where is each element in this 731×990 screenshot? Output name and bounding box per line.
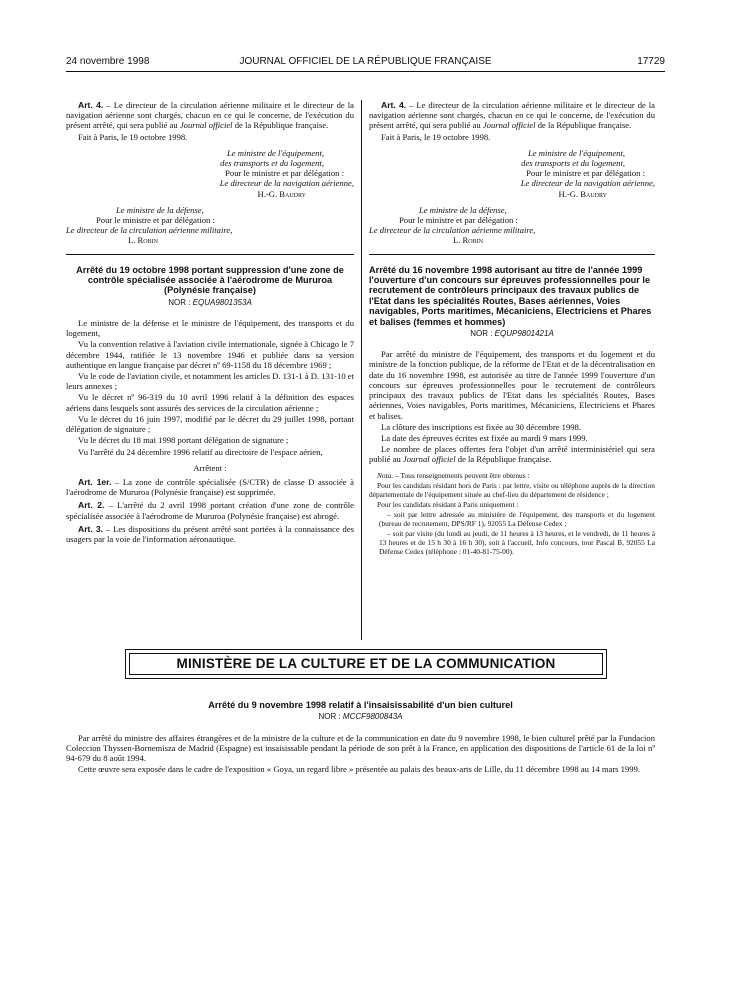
left-signature-1: Le ministre de l'équipement, des transports et du logement, Pour le ministre et par délégation : Le directeur de la navigation aérienne, H.-G. Baudry [219,147,354,199]
header-rule [66,71,665,72]
nota-line-2: Pour les candidats résidant à Paris uniquement : [377,499,519,509]
left-para-4: Vu le décret nº 96-319 du 10 avril 1996 relatif à la définition des espaces aériens dans lesquels sont assurés des services de la circulation aérienne ; [66,392,354,413]
left-article-1: Art. 1er. – La zone de contrôle spécialisée (S/CTR) de classe D associée à l'aérodrome de Mururoa (Polynésie française) est supprimée. [66,476,354,498]
right-nor: NOR : EQUP9801421A [470,329,554,339]
left-article-4: Art. 4. – Le directeur de la circulation aérienne militaire et le directeur de la navigation aérienne sont chargés, chacun en ce qui le concerne, de l'exécution du présent arrêté, qui sera publié au Journal officiel de la République française. [66,100,354,131]
right-para-1: Par arrêté du ministre de l'équipement, des transports et du logement et du ministre de la fonction publique, de la réforme de l'Etat et de la décentralisation en date du 16 novembre 1998, est autorisée au titre de l'année 1999 l'ouverture d'un concours sur épreuves professionnelles pour le recrutement de contrôleurs principaux des travaux publics de l'Etat dans les spécialités Routes, Bases aériennes, Voies navigables, Ports maritimes, Mécaniciens, Electriciens et Phares et balises. [369,349,655,421]
right-signature-2: Le ministre de la défense, Pour le ministre et par délégation : Le directeur de la circulation aérienne militaire, L. Robin [369,204,536,246]
right-signature-1: Le ministre de l'équipement, des transports et du logement, Pour le ministre et par délégation : Le directeur de la navigation aérienne, H.-G. Baudry [520,147,655,199]
left-nor: NOR : EQUA9801353A [168,297,252,307]
right-separator [369,254,655,255]
page-header [66,56,665,70]
left-para-2: Vu la convention relative à l'aviation civile internationale, signée à Chicago le 7 décembre 1944, ratifiée le 13 novembre 1946 et publiée dans sa version authentique en langue française par décret nº 69-1158 du 18 décembre 1969 ; [66,339,354,370]
header-journal-title: JOURNAL OFFICIEL DE LA RÉPUBLIQUE FRANÇAISE [239,56,492,67]
right-nota [369,471,655,556]
column-divider [361,100,362,640]
header-date: 24 novembre 1998 [66,56,150,67]
bottom-decree-title: Arrêté du 9 novembre 1998 relatif à l'insaisissabilité d'un bien culturel [208,700,513,710]
right-para-2: La clôture des inscriptions est fixée au 30 décembre 1998. [381,421,581,432]
left-article-3: Art. 3. – Les dispositions du présent arrêté sont portées à la connaissance des usagers par la voie de l'information aéronautique. [66,523,354,544]
ministry-banner [125,649,607,679]
nota-line-3: – soit par lettre adressée au ministère de l'équipement, des transports et du logement (bureau de recrutement, DPS/RF 1), 92055 La Défense Cedex ; [379,509,655,528]
right-para-4: Le nombre de places offertes fera l'objet d'un arrêté interministériel qui sera publié au Journal officiel de la République française. [369,444,655,465]
right-decree-title: Arrêté du 16 novembre 1998 autorisant au titre de l'année 1999 l'ouverture d'un concours sur épreuves professionnelles pour le recrutement de contrôleurs principaux des travaux publics de l'Etat dans les spécialités Routes, Bases aériennes, Voies navigables, Ports maritimes, Mécaniciens, Electriciens et Phares et balises (femmes et hommes) [369,264,652,327]
left-para-5: Vu le décret du 16 juin 1997, modifié par le décret du 29 juillet 1998, portant délégation de signature ; [66,413,354,435]
header-page-number: 17729 [637,56,665,67]
nota-line-1: Pour les candidats résidant hors de Paris : par lettre, visite ou téléphone auprès de la direction départementale de l'équipement située au chef-lieu du département de résidence ; [369,480,655,499]
left-separator [66,254,354,255]
left-column [66,100,354,545]
bottom-section [66,700,655,775]
ministry-title: MINISTÈRE DE LA CULTURE ET DE LA COMMUNICATION [129,653,603,675]
bottom-nor: NOR : MCCF9800843A [318,712,403,722]
left-para-1: Le ministre de la défense et le ministre de l'équipement, des transports et du logement, [66,318,354,339]
bottom-para-1: Par arrêté du ministre des affaires étrangères et de la ministre de la culture et de la communication en date du 9 novembre 1998, le bien culturel prêté par la Fundacion Coleccion Thyssen-Bornemisza de Madrid (Espagne) est insaisissable pendant la période de son prêt à la France, en application des dispositions de l'article 61 de la loi nº 94-679 du 8 août 1994. [66,732,655,764]
right-fait: Fait à Paris, le 19 octobre 1998. [381,131,491,142]
left-para-6: Vu le décret du 18 mai 1998 portant délégation de signature ; [78,435,289,446]
left-decree-title: Arrêté du 19 octobre 1998 portant suppression d'une zone de contrôle spécialisée associée à l'aérodrome de Mururoa (Polynésie française) [76,264,344,296]
nota-heading: Nota. – Tous renseignements peuvent être obtenus : [377,470,530,480]
left-signature-2: Le ministre de la défense, Pour le ministre et par délégation : Le directeur de la circulation aérienne militaire, L. Robin [66,204,233,246]
left-para-7: Vu l'arrêté du 24 décembre 1996 relatif au directoire de l'espace aérien, [78,446,323,457]
right-article-4: Art. 4. – Le directeur de la circulation aérienne militaire et le directeur de la navigation aérienne sont chargés, chacun en ce qui le concerne, de l'exécution du présent arrêté, qui sera publié au Journal officiel de la République française. [369,100,655,131]
left-article-2: Art. 2. – L'arrêté du 2 avril 1998 portant création d'une zone de contrôle spécialisée associée à l'aérodrome de Mururoa (Polynésie française) est abrogé. [66,500,354,521]
right-para-3: La date des épreuves écrites est fixée au mardi 9 mars 1999. [381,432,588,443]
left-fait: Fait à Paris, le 19 octobre 1998. [78,131,188,142]
left-para-3: Vu le code de l'aviation civile, et notamment les articles D. 131-1 à D. 131-10 et leurs annexes ; [66,371,354,392]
nota-line-4: – soit par visite (du lundi au jeudi, de 11 heures à 13 heures, et le vendredi, de 11 heures à 13 heures et de 15 h 30 à 16 h 30), soit à l'accueil, Info concours, tour Pascal B, 92055 La Défense Cedex (téléphone : 01-40-81-75-00). [379,528,655,556]
bottom-para-2: Cette œuvre sera exposée dans le cadre de l'exposition « Goya, un regard libre » présentée au palais des beaux-arts de Lille, du 11 décembre 1998 au 14 mars 1999. [78,764,641,775]
right-column [369,100,655,557]
left-arretent: Arrêtent : [193,462,227,473]
